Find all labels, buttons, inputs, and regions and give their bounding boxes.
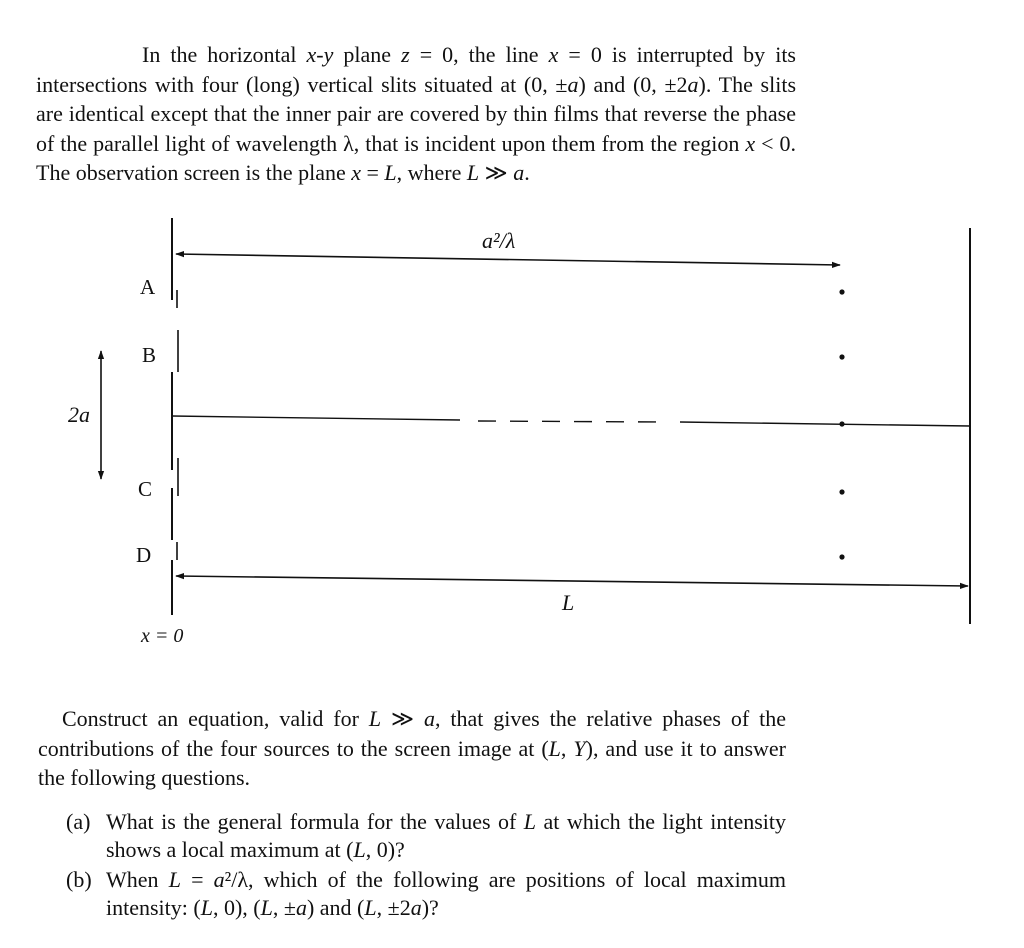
dimension-2a-label: 2a xyxy=(68,402,90,427)
question-a-text: What is the general formula for the values of L at which the light intensity shows a local maximum at (L, 0)? xyxy=(106,809,786,862)
slit-label-d: D xyxy=(136,543,152,567)
distance-arrow-L xyxy=(176,576,968,586)
screen-point-minus-a xyxy=(839,489,844,494)
problem-construct: Construct an equation, valid for L ≫ a, that gives the relative phases of the contributions of the four sources to the screen image at (L, Y), and use it to answer the following questions. xyxy=(38,706,786,790)
problem-intro: In the horizontal x-y plane z = 0, the line x = 0 is interrupted by its intersections with four (long) vertical slits situated at (0, ±a) and (0, ±2a). The slits are identical except that the inner pair are covered by thin films that reverse the phase of the parallel light of wavelength λ, that is incident upon them from the region x < 0. The observation screen is the plane x = L, where L ≫ a. xyxy=(36,42,797,185)
screen-point-plus-2a xyxy=(839,289,844,294)
screen-point-minus-2a xyxy=(839,554,844,559)
axis-line-right xyxy=(680,422,970,426)
distance-label-a2-lambda: a²/λ xyxy=(482,228,516,253)
distance-arrow-a2-lambda xyxy=(176,254,840,265)
axis-line-left xyxy=(172,416,460,420)
label-x-equals-0: x = 0 xyxy=(141,625,184,647)
screen-point-plus-a xyxy=(839,354,844,359)
slit-label-a: A xyxy=(140,275,156,299)
question-list xyxy=(66,808,786,924)
slit-label-c: C xyxy=(138,477,153,501)
question-a xyxy=(66,808,786,864)
slit-label-b: B xyxy=(142,343,157,367)
question-b xyxy=(66,866,786,922)
question-a-label: (a) xyxy=(66,809,91,834)
question-b-text: When L = a²/λ, which of the following are positions of local maximum intensity: (L, 0), (L, ±a) and (L, ±2a)? xyxy=(106,867,786,920)
distance-label-L: L xyxy=(562,590,575,615)
axis-dash xyxy=(478,421,662,422)
question-b-label: (b) xyxy=(66,867,92,892)
screen-point-zero xyxy=(839,421,844,426)
